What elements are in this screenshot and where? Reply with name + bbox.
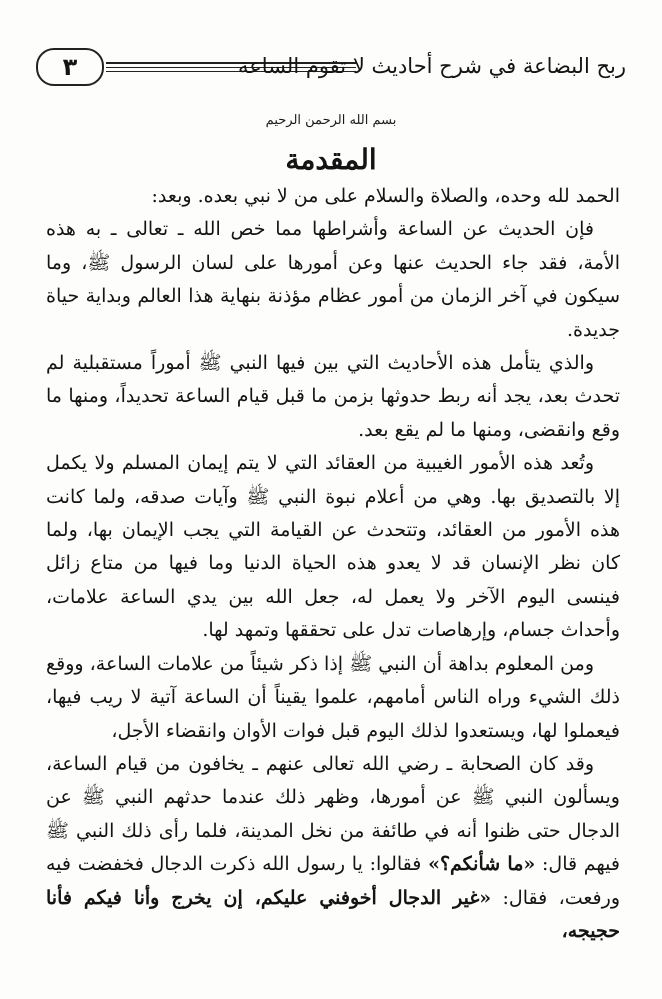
hadith-quote-1: «ما شأنكم؟»: [428, 853, 536, 876]
paragraph-5: [46, 748, 620, 948]
paragraph-5-continuation: فقالوا: يا رسول الله ذكرت الدجال فخفضت فيه ورفعت، فقال:: [46, 853, 620, 909]
page-number: ٣: [36, 48, 104, 86]
paragraph-4: ومن المعلوم بداهة أن النبي ﷺ إذا ذكر شيئاً من علامات الساعة، ووقع ذلك الشيء وراه الناس أمامهم، علموا يقيناً أن الساعة آتية لا ريب فيها، فيعملوا لها، ويستعدوا لذلك اليوم قبل فوات الأوان وانقضاء الأجل،: [46, 652, 620, 742]
paragraph-1: فإن الحديث عن الساعة وأشراطها مما خص الله ـ تعالى ـ به هذه الأمة، فقد جاء الحديث عنها وعن أمورها على لسان الرسول ﷺ، وما سيكون في آخر الزمان من أمور عظام مؤذنة بنهاية هذا العالم وبداية حياة جديدة.: [46, 218, 620, 341]
body-text: [46, 180, 620, 948]
paragraph-opening: الحمد لله وحده، والصلاة والسلام على من لا نبي بعده. وبعد:: [151, 185, 620, 207]
running-title: ربح البضاعة في شرح أحاديث لا تقوم الساعة: [238, 54, 626, 78]
paragraph-2: والذي يتأمل هذه الأحاديث التي بين فيها النبي ﷺ أموراً مستقبلية لم تحدث بعد، يجد أنه ربط حدوثها بزمن ما قبل قيام الساعة تحديداً، ومنها ما وقع وانقضى، ومنها ما لم يقع بعد.: [46, 352, 620, 441]
page-header: [36, 48, 626, 88]
basmala-calligraphy: بسم الله الرحمن الرحيم: [265, 112, 397, 128]
paragraph-5-text: وقد كان الصحابة ـ رضي الله تعالى عنهم ـ يخافون من قيام الساعة، ويسألون النبي ﷺ عن أمورها، وظهر ذلك عندما حدثهم النبي ﷺ عن الدجال حتى ظنوا أنه في طائفة من نخل المدينة، فلما رأى ذلك النبي ﷺ فيهم قال:: [46, 752, 620, 876]
section-title: المقدمة: [285, 143, 377, 176]
paragraph-3: وتُعد هذه الأمور الغيبية من العقائد التي لا يتم إيمان المسلم ولا يكمل إلا بالتصديق بها. وهي من أعلام نبوة النبي ﷺ وآيات صدقه، ولما كانت هذه الأمور من العقائد، وتتحدث عن القيامة التي يجب الإيمان بها، ولما كان نظر الإنسان قد لا يعدو هذه الحياة الدنيا وما فيها من متاع زائل فينسى اليوم الآخر ولا يعمل له، جعل الله بين يدي الساعة علامات، وأحداث جسام، وإرهاصات تدل على تحققها وتمهد لها.: [46, 452, 620, 642]
hadith-quote-2: «غير الدجال أخوفني عليكم، إن يخرج وأنا فيكم فأنا حجيجه،: [46, 886, 620, 942]
